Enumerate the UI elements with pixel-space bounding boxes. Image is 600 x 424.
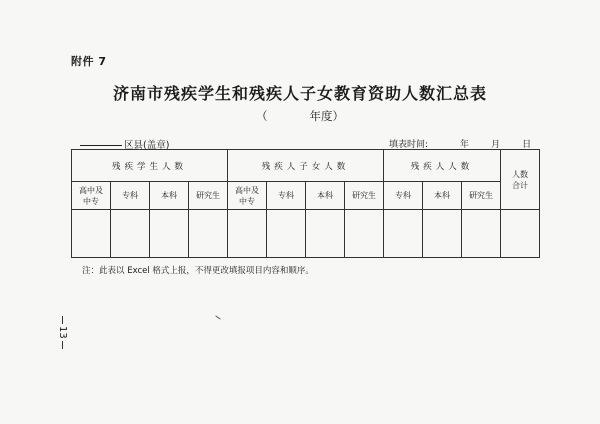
data-cell[interactable] <box>462 210 501 258</box>
subheader-cell: 研究生 <box>189 182 228 210</box>
page-number-dash-top <box>62 316 63 324</box>
subheader-cell <box>228 182 267 210</box>
subheader-cell <box>72 182 111 210</box>
data-cell[interactable] <box>267 210 306 258</box>
group-header-students: 残疾学生人数 <box>72 150 228 182</box>
data-cell[interactable] <box>384 210 423 258</box>
subheader-text: 高中及中专 <box>235 185 260 206</box>
data-cell[interactable] <box>228 210 267 258</box>
summary-table <box>71 149 540 258</box>
fill-date-month: 月 <box>491 140 501 150</box>
year-label: 年度） <box>309 109 344 123</box>
subheader-cell: 本科 <box>423 182 462 210</box>
fill-date-label: 填表时间: <box>389 140 429 150</box>
district-label: 区县(盖章) <box>124 140 170 151</box>
page-title: 济南市残疾学生和残疾人子女教育资助人数汇总表 <box>112 84 487 103</box>
year-open-paren: （ <box>256 109 268 123</box>
scan-speck <box>215 315 220 319</box>
subheader-text: 高中及中专 <box>79 185 103 206</box>
data-cell[interactable] <box>345 210 384 258</box>
year-line <box>0 108 600 124</box>
data-cell[interactable] <box>150 210 189 258</box>
subheader-cell: 研究生 <box>345 182 384 210</box>
subheader-cell: 专科 <box>384 182 423 210</box>
subheader-cell: 专科 <box>111 182 150 210</box>
fill-date-year: 年 <box>460 140 470 150</box>
table-row <box>72 210 540 258</box>
subheader-cell: 本科 <box>150 182 189 210</box>
total-header <box>501 150 540 210</box>
page-number-text: 13 <box>57 326 68 339</box>
subheader-cell: 研究生 <box>462 182 501 210</box>
total-header-text: 人数合计 <box>512 169 529 190</box>
subheader-cell: 专科 <box>267 182 306 210</box>
group-header-children: 残疾人子女人数 <box>228 150 384 182</box>
group-header-disabled: 残疾人人数 <box>384 150 501 182</box>
fill-date-day: 日 <box>522 140 532 150</box>
attachment-label: 附件 7 <box>71 55 107 68</box>
data-cell[interactable] <box>423 210 462 258</box>
data-cell[interactable] <box>501 210 540 258</box>
data-cell[interactable] <box>72 210 111 258</box>
district-blank[interactable] <box>80 145 122 146</box>
footnote: 注：此表以 Excel 格式上报，不得更改填报项目内容和顺序。 <box>82 266 314 276</box>
data-cell[interactable] <box>111 210 150 258</box>
data-cell[interactable] <box>306 210 345 258</box>
page-number <box>51 316 73 350</box>
subheader-cell: 本科 <box>306 182 345 210</box>
page-number-dash-bottom <box>62 341 63 349</box>
data-cell[interactable] <box>189 210 228 258</box>
